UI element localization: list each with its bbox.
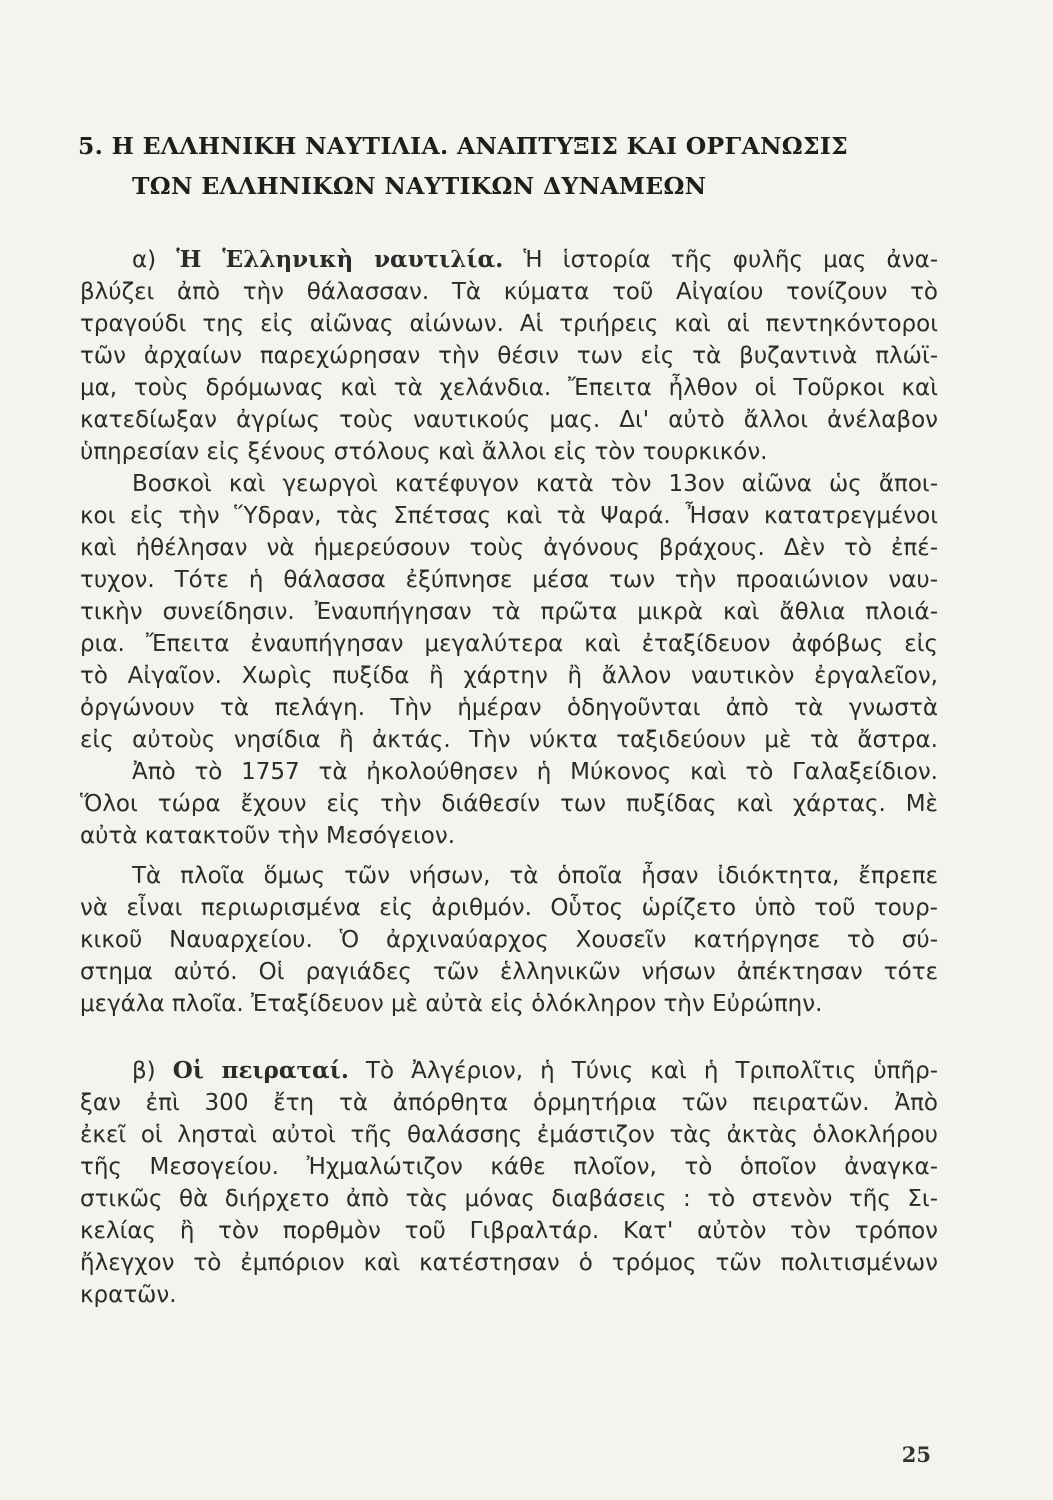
paragraph-line: Βοσκοὶ καὶ γεωργοὶ κατέφυγον κατὰ τὸν 13ον αἰῶνα ὡς ἄποι-	[132, 471, 938, 497]
paragraph-line: στικῶς θὰ διήρχετο ἀπὸ τὰς μόνας διαβάσεις : τὸ στενὸν τῆς Σι-	[80, 1186, 938, 1212]
chapter-heading-line-1: 5. Η ΕΛΛΗΝΙΚΗ ΝΑΥΤΙΛΙΑ. ΑΝΑΠΤΥΞΙΣ ΚΑΙ ΟΡΓΑΝΩΣΙΣ	[78, 132, 849, 160]
paragraph-line: ὑπηρεσίαν εἰς ξένους στόλους καὶ ἄλλοι εἰς τὸν τουρκικόν.	[80, 439, 768, 465]
paragraph-line: μα, τοὺς δρόμωνας καὶ τὰ χελάνδια. Ἔπειτα ἦλθον οἱ Τοῦρκοι καὶ	[80, 375, 938, 401]
page-number: 25	[901, 1442, 931, 1467]
paragraph-line: εἰς αὐτοὺς νησίδια ἢ ἀκτάς. Τὴν νύκτα ταξιδεύουν μὲ τὰ ἄστρα.	[80, 727, 938, 753]
paragraph-line: Ἀπὸ τὸ 1757 τὰ ἠκολούθησεν ἡ Μύκονος καὶ τὸ Γαλαξείδιον.	[132, 759, 938, 785]
paragraph-line: τὸ Αἰγαῖον. Χωρὶς πυξίδα ἢ χάρτην ἢ ἄλλον ναυτικὸν ἐργαλεῖον,	[80, 663, 938, 689]
paragraph-line: κικοῦ Ναυαρχείου. Ὁ ἀρχιναύαρχος Χουσεῖν κατήργησε τὸ σύ-	[80, 927, 938, 953]
section-marker: α)	[132, 247, 157, 273]
section-title: Ἡ Ἑλληνικὴ ναυτιλία.	[176, 246, 504, 273]
paragraph-line: τικὴν συνείδησιν. Ἐναυπήγησαν τὰ πρῶτα μικρὰ καὶ ἄθλια πλοιά-	[80, 599, 938, 625]
paragraph-line: αὐτὰ κατακτοῦν τὴν Μεσόγειον.	[80, 823, 456, 849]
paragraph-line: βλύζει ἀπὸ τὴν θάλασσαν. Τὰ κύματα τοῦ Αἰγαίου τονίζουν τὸ	[80, 279, 938, 305]
paragraph-line: στημα αὐτό. Οἱ ραγιάδες τῶν ἑλληνικῶν νήσων ἀπέκτησαν τότε	[80, 959, 938, 985]
paragraph-line: ξαν ἐπὶ 300 ἔτη τὰ ἀπόρθητα ὁρμητήρια τῶν πειρατῶν. Ἀπὸ	[80, 1090, 938, 1116]
section-marker: β)	[132, 1058, 156, 1084]
paragraph-line: κατεδίωξαν ἀγρίως τοὺς ναυτικούς μας. Δι' αὐτὸ ἄλλοι ἀνέλαβον	[80, 407, 938, 433]
paragraph-line: καὶ ἠθέλησαν νὰ ἡμερεύσουν τοὺς ἀγόνους βράχους. Δὲν τὸ ἐπέ-	[80, 535, 938, 561]
paragraph-line: ἐκεῖ οἱ λησταὶ αὐτοὶ τῆς θαλάσσης ἐμάστιζον τὰς ἀκτὰς ὁλοκλήρου	[80, 1122, 938, 1148]
paragraph-line: Ὅλοι τώρα ἔχουν εἰς τὴν διάθεσίν των πυξίδας καὶ χάρτας. Μὲ	[80, 791, 938, 817]
paragraph-line: τραγούδι της εἰς αἰῶνας αἰώνων. Αἱ τριήρεις καὶ αἱ πεντηκόντοροι	[80, 311, 938, 337]
paragraph-line: νὰ εἶναι περιωρισμένα εἰς ἀριθμόν. Οὗτος ὡρίζετο ὑπὸ τοῦ τουρ-	[80, 895, 938, 921]
paragraph-line: τῆς Μεσογείου. Ἠχμαλώτιζον κάθε πλοῖον, τὸ ὁποῖον ἀναγκα-	[80, 1154, 938, 1180]
paragraph-line: τυχον. Τότε ἡ θάλασσα ἐξύπνησε μέσα των τὴν προαιώνιον ναυ-	[80, 567, 938, 593]
paragraph-line: ρια. Ἔπειτα ἐναυπήγησαν μεγαλύτερα καὶ ἐταξίδευον ἀφόβως εἰς	[80, 631, 938, 657]
paragraph-text: Τὸ Ἀλγέριον, ἡ Τύνις καὶ ἡ Τριπολῖτις ὑπῆρ-	[365, 1058, 938, 1084]
paragraph-line: κρατῶν.	[80, 1282, 177, 1308]
section-title: Οἱ πειραταί.	[172, 1057, 349, 1084]
paragraph-line: ἤλεγχον τὸ ἐμπόριον καὶ κατέστησαν ὁ τρόμος τῶν πολιτισμένων	[80, 1250, 938, 1276]
paragraph-line	[132, 245, 938, 275]
paragraph-line: ὀργώνουν τὰ πελάγη. Τὴν ἡμέραν ὁδηγοῦνται ἀπὸ τὰ γνωστὰ	[80, 695, 938, 721]
chapter-heading-line-2: ΤΩΝ ΕΛΛΗΝΙΚΩΝ ΝΑΥΤΙΚΩΝ ΔΥΝΑΜΕΩΝ	[132, 172, 707, 200]
paragraph-text: Ἡ ἱστορία τῆς φυλῆς μας ἀνα-	[523, 247, 939, 273]
paragraph-line	[132, 1056, 938, 1086]
paragraph-line: κοι εἰς τὴν Ὕδραν, τὰς Σπέτσας καὶ τὰ Ψαρά. Ἦσαν κατατρεγμένοι	[80, 503, 938, 529]
paragraph-line: τῶν ἀρχαίων παρεχώρησαν τὴν θέσιν των εἰς τὰ βυζαντινὰ πλώϊ-	[80, 343, 938, 369]
paragraph-line: κελίας ἢ τὸν πορθμὸν τοῦ Γιβραλτάρ. Κατ' αὐτὸν τὸν τρόπον	[80, 1218, 938, 1244]
paragraph-line: Τὰ πλοῖα ὅμως τῶν νήσων, τὰ ὁποῖα ἦσαν ἰδιόκτητα, ἔπρεπε	[132, 863, 938, 889]
paragraph-line: μεγάλα πλοῖα. Ἐταξίδευον μὲ αὐτὰ εἰς ὁλόκληρον τὴν Εὐρώπην.	[80, 991, 823, 1017]
